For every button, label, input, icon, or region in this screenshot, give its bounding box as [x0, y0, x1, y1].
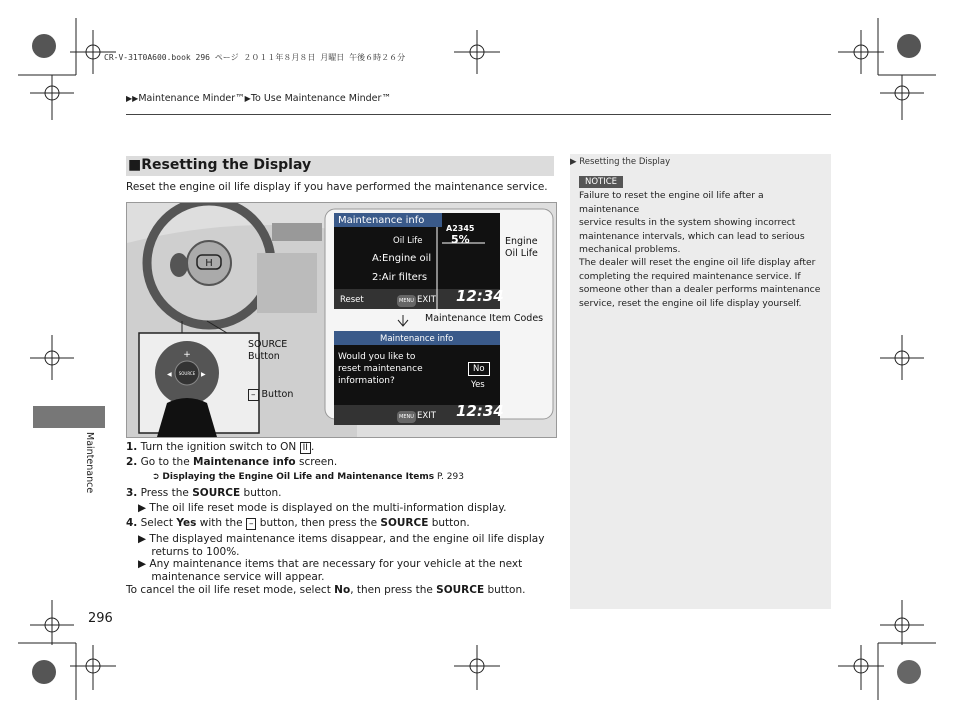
exit-label-2: EXIT [417, 411, 436, 421]
section-title: ■Resetting the Display [128, 157, 312, 173]
step-2: 2. Go to the Maintenance info screen. [126, 456, 338, 468]
oil-life-label: Oil Life [393, 236, 423, 246]
cancel-text: To cancel the oil life reset mode, select No, then press the SOURCE button. [126, 584, 526, 596]
minus-button-callout: – Button [248, 389, 293, 401]
clock-2: 12:34 [456, 402, 504, 420]
dashboard-figure [126, 202, 557, 438]
step-4: 4. Select Yes with the – button, then press the SOURCE button. [126, 517, 470, 529]
maint-item-2: 2:Air filters [372, 272, 428, 283]
step-3-sub: ▶ The oil life reset mode is displayed on the multi-information display. [138, 502, 507, 514]
notice-badge: NOTICE [579, 176, 623, 188]
maintenance-code: A2345 [446, 224, 475, 233]
sidebar-para-2: The dealer will reset the engine oil life display after completing the required maintenance service. If someone other than a dealer performs maintenance service, reset the engine oil life display yourself. [579, 257, 821, 309]
reset-prompt: Would you like to reset maintenance information? [338, 352, 423, 386]
svg-text:H: H [205, 258, 213, 269]
intro-text: Reset the engine oil life display if you have performed the maintenance service. [126, 181, 548, 193]
source-button-callout: SOURCE Button [248, 339, 288, 362]
svg-text:SOURCE: SOURCE [178, 371, 196, 376]
maint-item-1: A:Engine oil [372, 253, 432, 264]
svg-text:◀: ◀ [167, 371, 172, 378]
menu-badge: MENU [397, 295, 416, 307]
no-option[interactable]: No [468, 362, 490, 376]
step-4-sub-2: ▶ Any maintenance items that are necessary for your vehicle at the next maintenance service will appear. [138, 558, 523, 583]
breadcrumb: ▶▶Maintenance Minder™▶To Use Maintenance Minder™ [126, 93, 391, 104]
svg-text:▶: ▶ [201, 371, 206, 378]
step-1: 1. Turn the ignition switch to ON II . [126, 441, 315, 453]
header-rule [126, 114, 831, 115]
step-2-ref[interactable]: ➲ Displaying the Engine Oil Life and Maintenance Items P. 293 [152, 472, 464, 482]
sidebar-heading: ▶ Resetting the Display [570, 157, 671, 167]
engine-oil-life-callout: Engine Oil Life [505, 236, 538, 259]
page-number: 296 [88, 611, 113, 626]
chapter-tab-label: Maintenance [84, 432, 95, 494]
maintenance-item-codes-callout: Maintenance Item Codes [425, 313, 544, 324]
print-header: CR-V-31T0A600.book 296 ページ ２０１１年８月８日 月曜日 午後６時２６分 [104, 53, 406, 62]
breadcrumb-item[interactable]: Maintenance Minder™ [138, 93, 245, 104]
step-4-sub-1: ▶ The displayed maintenance items disappear, and the engine oil life display returns to 100%. [138, 533, 545, 558]
screen1-title: Maintenance info [338, 215, 425, 226]
step-3: 3. Press the SOURCE button. [126, 487, 282, 499]
oil-life-value: 5% [451, 233, 470, 246]
svg-text:+: + [183, 350, 191, 360]
screen2-title: Maintenance info [380, 334, 454, 344]
breadcrumb-item[interactable]: To Use Maintenance Minder™ [250, 93, 391, 104]
yes-option[interactable]: Yes [471, 380, 485, 390]
sidebar-para-1: Failure to reset the engine oil life after a maintenance service results in the system showing incorrect maintenance intervals, which can lead to serious mechanical problems. [579, 190, 805, 255]
exit-label: EXIT [417, 295, 436, 305]
menu-badge-2: MENU [397, 411, 416, 423]
clock: 12:34 [456, 287, 504, 305]
chapter-tab[interactable] [33, 406, 105, 428]
reset-label: Reset [340, 295, 364, 305]
